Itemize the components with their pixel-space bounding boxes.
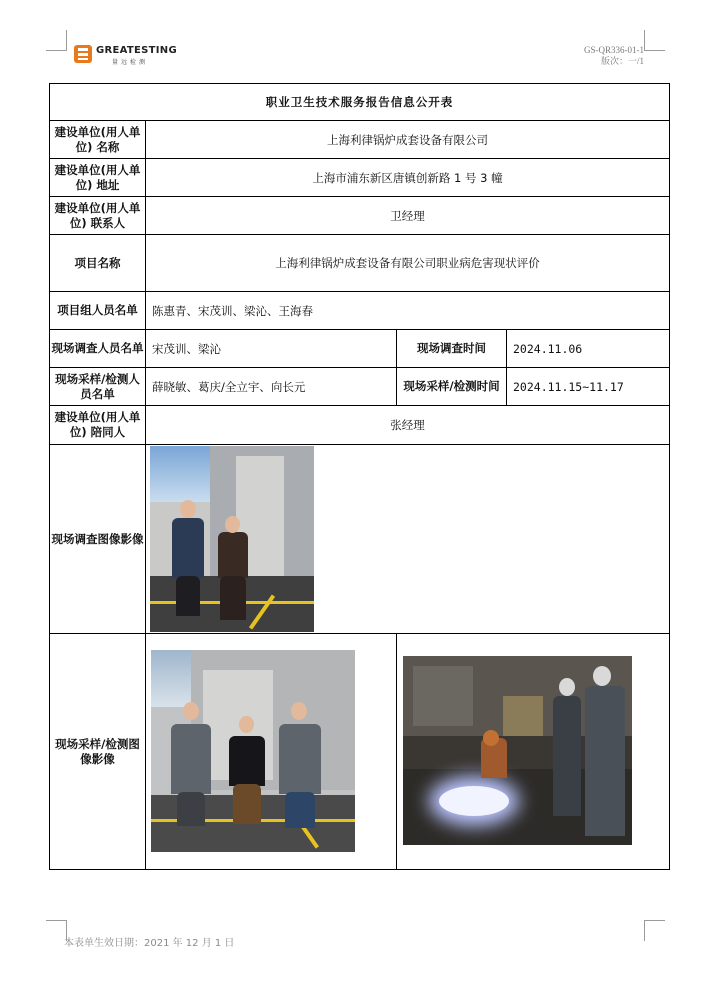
survey-time-label: 现场调查时间	[397, 330, 507, 368]
survey-photo-cell	[146, 445, 670, 634]
sampling-photo-cell-right	[397, 634, 670, 870]
crop-mark-top-left	[46, 30, 67, 51]
crop-mark-bottom-right	[644, 920, 665, 941]
survey-time-value: 2024.11.06	[507, 330, 670, 368]
unit-contact-value: 卫经理	[146, 197, 670, 235]
sampling-staff-value: 薛晓敏、葛庆/全立宇、向长元	[146, 368, 397, 406]
table-title: 职业卫生技术服务报告信息公开表	[50, 84, 670, 121]
crop-mark-top-right	[644, 30, 665, 51]
effective-date: 本表单生效日期：2021 年 12 月 1 日	[64, 938, 235, 949]
project-name-value: 上海利律锅炉成套设备有限公司职业病危害现状评价	[146, 235, 670, 292]
project-name-label: 项目名称	[50, 235, 146, 292]
sampling-photo-workshop	[403, 656, 632, 845]
unit-name-value: 上海利律锅炉成套设备有限公司	[146, 121, 670, 159]
document-number: GS-QR336-01-1	[584, 45, 644, 55]
team-label: 项目组人员名单	[50, 292, 146, 330]
sampling-photo-group	[151, 650, 355, 852]
team-value: 陈惠青、宋茂训、梁沁、王海春	[146, 292, 670, 330]
document-number-block	[584, 45, 644, 67]
info-table	[49, 83, 670, 870]
survey-photo-label: 现场调查图像影像	[50, 445, 146, 634]
unit-name-label: 建设单位(用人单位) 名称	[50, 121, 146, 159]
sampling-time-label: 现场采样/检测时间	[397, 368, 507, 406]
sampling-staff-label: 现场采样/检测人员名单	[50, 368, 146, 406]
logo-name: GREATESTING	[96, 45, 177, 56]
unit-address-label: 建设单位(用人单位) 地址	[50, 159, 146, 197]
survey-photo	[150, 446, 314, 632]
escort-label: 建设单位(用人单位) 陪同人	[50, 406, 146, 445]
logo-mark-icon	[74, 45, 92, 63]
survey-staff-value: 宋茂训、梁沁	[146, 330, 397, 368]
sampling-photo-label: 现场采样/检测图像影像	[50, 634, 146, 870]
sampling-photo-cell-left	[146, 634, 397, 870]
survey-staff-label: 现场调查人员名单	[50, 330, 146, 368]
escort-value: 张经理	[146, 406, 670, 445]
sampling-time-value: 2024.11.15~11.17	[507, 368, 670, 406]
logo-subtitle: 量远检测	[112, 59, 149, 66]
document-version: 版次：一/1	[600, 56, 644, 66]
unit-contact-label: 建设单位(用人单位) 联系人	[50, 197, 146, 235]
unit-address-value: 上海市浦东新区唐镇创新路 1 号 3 幢	[146, 159, 670, 197]
